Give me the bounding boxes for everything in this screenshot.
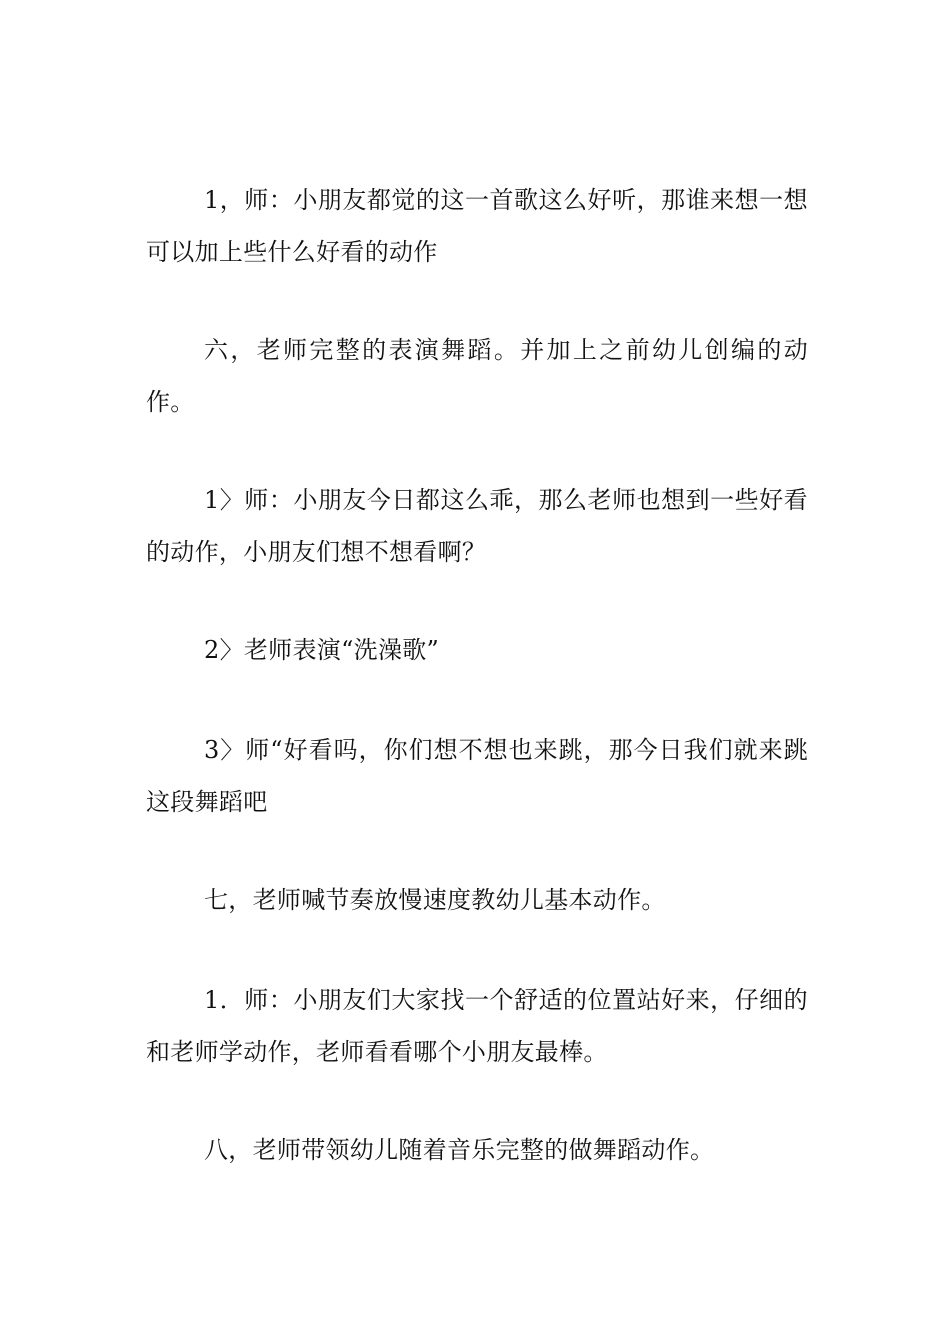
paragraph-teacher-question-add-actions: 1，师：小朋友都觉的这一首歌这么好听，那谁来想一想可以加上些什么好看的动作 bbox=[146, 186, 808, 266]
paragraph-step-seven: 七，老师喊节奏放慢速度教幼儿基本动作。 bbox=[204, 886, 666, 914]
paragraph-teacher-intro-dance: 1〉师：小朋友今日都这么乖，那么老师也想到一些好看的动作，小朋友们想不想看啊？ bbox=[146, 486, 808, 566]
paragraph-step-six: 六，老师完整的表演舞蹈。并加上之前幼儿创编的动作。 bbox=[146, 336, 808, 416]
paragraph-step-eight: 八，老师带领幼儿随着音乐完整的做舞蹈动作。 bbox=[204, 1136, 715, 1164]
paragraph-invite-children-dance: 3〉师“好看吗，你们想不想也来跳，那今日我们就来跳这段舞蹈吧 bbox=[146, 736, 808, 816]
paragraph-teacher-instructions: 1．师：小朋友们大家找一个舒适的位置站好来，仔细的和老师学动作，老师看看哪个小朋友最棒。 bbox=[146, 986, 808, 1066]
paragraph-teacher-performs-song: 2〉老师表演“洗澡歌” bbox=[204, 636, 440, 664]
